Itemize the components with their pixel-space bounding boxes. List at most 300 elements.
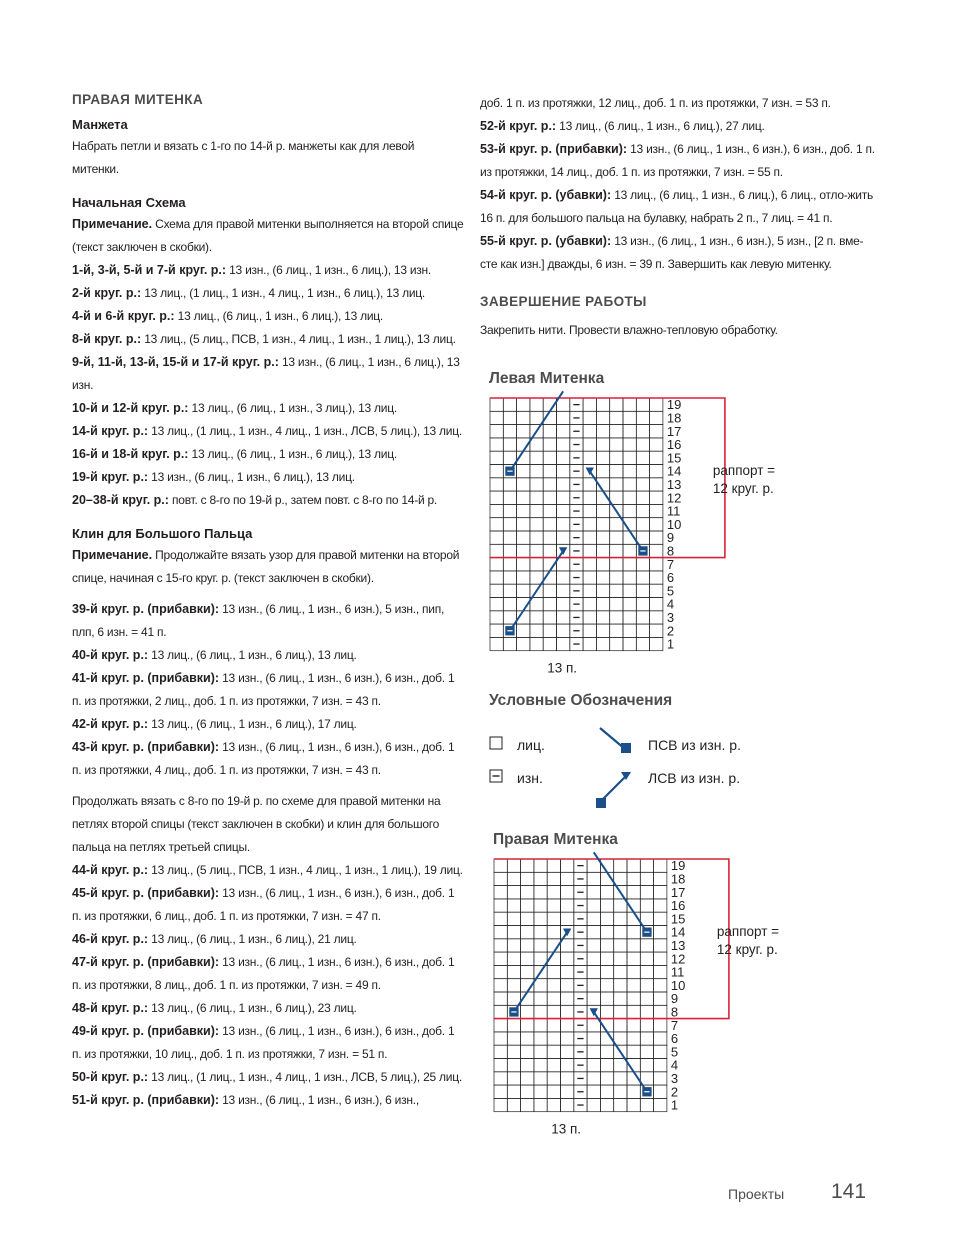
start-row: 16-й и 18-й круг. р.: 13 лиц., (6 лиц., 1 изн., 6 лиц.), 13 лиц. <box>72 447 397 461</box>
chart-cell <box>561 1019 574 1032</box>
chart-cell <box>543 478 556 491</box>
chart-cell <box>494 1085 507 1098</box>
chart-cell <box>623 504 636 517</box>
row-label: 18 <box>666 410 682 426</box>
chart-cell <box>654 992 667 1005</box>
chart-cell <box>614 952 627 965</box>
chart-cell <box>600 965 613 978</box>
finish-title: ЗАВЕРШЕНИЕ РАБОТЫ <box>480 294 647 309</box>
gusset-row: 48-й круг. р.: 13 лиц., (6 лиц., 1 изн., 6 лиц.), 23 лиц. <box>72 1001 357 1015</box>
start-row: 2-й круг. р.: 13 лиц., (1 лиц., 1 изн., 4 лиц., 1 изн., 6 лиц.), 13 лиц. <box>72 286 426 300</box>
chart-cell <box>557 465 570 478</box>
chart-title-right: Правая Митенка <box>493 831 618 848</box>
chart-cell <box>583 438 596 451</box>
chart-cell <box>636 425 649 438</box>
chart-cell <box>600 992 613 1005</box>
chart-cell <box>654 1019 667 1032</box>
chart-cell <box>534 1098 547 1111</box>
chart-cell <box>623 491 636 504</box>
chart-cell <box>614 1098 627 1111</box>
chart-cell <box>650 598 663 611</box>
gusset-rows-b <box>72 859 464 1112</box>
chart-cell <box>583 571 596 584</box>
chart-cell <box>490 531 503 544</box>
chart-cell <box>557 571 570 584</box>
chart-cell <box>610 411 623 424</box>
chart-cell <box>600 1059 613 1072</box>
chart-cell <box>490 491 503 504</box>
chart-cell <box>490 598 503 611</box>
chart-cell <box>521 1072 534 1085</box>
chart-cell <box>640 1045 653 1058</box>
chart-cell <box>587 1045 600 1058</box>
chart-cell <box>543 584 556 597</box>
chart-cell <box>490 465 503 478</box>
gusset-rows-a <box>72 598 464 782</box>
chart-cell <box>627 1085 640 1098</box>
chart-cell <box>543 598 556 611</box>
chart-cell <box>623 637 636 650</box>
chart-cell <box>650 544 663 557</box>
chart-cell <box>534 926 547 939</box>
chart-cell <box>547 1059 560 1072</box>
chart-left-mitten <box>486 392 776 682</box>
chart-cell <box>490 398 503 411</box>
chart-cell <box>587 1072 600 1085</box>
chart-cell <box>654 899 667 912</box>
row-label: 5 <box>666 583 675 599</box>
chart-cell <box>543 544 556 557</box>
chart-cell <box>610 611 623 624</box>
chart-cell <box>623 624 636 637</box>
chart-cell <box>627 965 640 978</box>
chart-cell <box>583 411 596 424</box>
chart-cell <box>557 531 570 544</box>
row-label: 9 <box>670 991 679 1007</box>
chart-cell <box>623 571 636 584</box>
chart-cell <box>494 1072 507 1085</box>
row-label: 19 <box>670 858 686 874</box>
chart-cell <box>561 1045 574 1058</box>
chart-cell <box>521 899 534 912</box>
chart-cell <box>610 571 623 584</box>
chart-cell <box>543 491 556 504</box>
chart-cell <box>636 598 649 611</box>
row-label: 16 <box>670 898 686 914</box>
row-label: 14 <box>670 924 686 940</box>
cable-line <box>594 1012 647 1092</box>
chart-cell <box>614 1072 627 1085</box>
chart-cell <box>503 571 516 584</box>
chart-cell <box>517 571 530 584</box>
chart-cell <box>654 926 667 939</box>
chart-cell <box>610 637 623 650</box>
chart-cell <box>596 411 609 424</box>
chart-cell <box>494 1005 507 1018</box>
chart-cell <box>543 637 556 650</box>
chart-cell <box>507 872 520 885</box>
chart-cell <box>534 1085 547 1098</box>
chart-cell <box>547 992 560 1005</box>
chart-cell <box>494 1059 507 1072</box>
chart-cell <box>614 965 627 978</box>
chart-cell <box>627 872 640 885</box>
chart-cell <box>610 558 623 571</box>
chart-cell <box>610 398 623 411</box>
chart-cell <box>636 411 649 424</box>
chart-cell <box>561 899 574 912</box>
chart-cell <box>654 886 667 899</box>
cable-line <box>514 932 567 1012</box>
chart-cell <box>521 859 534 872</box>
chart-cell <box>490 558 503 571</box>
chart-cell <box>650 425 663 438</box>
chart-cell <box>494 1098 507 1111</box>
chart-cell <box>521 1019 534 1032</box>
chart-cell <box>654 859 667 872</box>
chart-cell <box>557 491 570 504</box>
chart-cell <box>494 886 507 899</box>
chart-cell <box>530 611 543 624</box>
start-note: Примечание. Схема для правой митенки выполняется на второй спице (текст заключен в скобки). <box>72 217 464 254</box>
chart-cell <box>561 872 574 885</box>
finish-text: Закрепить нити. Провести влажно-тепловую обработку. <box>480 323 778 337</box>
chart-cell <box>557 411 570 424</box>
chart-cell <box>517 558 530 571</box>
chart-cell <box>627 859 640 872</box>
right-rows <box>480 115 880 276</box>
chart-cell <box>547 1032 560 1045</box>
start-row: 9-й, 11-й, 13-й, 15-й и 17-й круг. р.: 13 изн., (6 лиц., 1 изн., 6 лиц.), 13 изн. <box>72 355 460 392</box>
chart-cell <box>654 952 667 965</box>
chart-cell <box>517 518 530 531</box>
chart-cell <box>507 912 520 925</box>
chart-cell <box>640 965 653 978</box>
row-label: 14 <box>666 463 682 479</box>
chart-cell <box>561 952 574 965</box>
chart-cell <box>521 1098 534 1111</box>
chart-cell <box>561 1005 574 1018</box>
chart-cell <box>494 979 507 992</box>
chart-cell <box>521 1059 534 1072</box>
chart-cell <box>490 571 503 584</box>
chart-cell <box>650 398 663 411</box>
cable-line <box>510 391 563 471</box>
chart-cell <box>596 558 609 571</box>
chart-cell <box>507 1019 520 1032</box>
chart-cell <box>534 1005 547 1018</box>
chart-cell <box>587 939 600 952</box>
chart-cell <box>507 859 520 872</box>
chart-cell <box>517 531 530 544</box>
chart-cell <box>543 624 556 637</box>
lsv-square-icon <box>596 798 606 808</box>
chart-cell <box>557 598 570 611</box>
chart-cell <box>557 504 570 517</box>
chart-cell <box>623 438 636 451</box>
chart-cell <box>583 491 596 504</box>
chart-cell <box>627 1032 640 1045</box>
chart-cell <box>521 952 534 965</box>
chart-cell <box>614 912 627 925</box>
chart-cell <box>614 1085 627 1098</box>
chart-cell <box>614 926 627 939</box>
chart-cell <box>614 979 627 992</box>
chart-cell <box>503 598 516 611</box>
chart-cell <box>623 465 636 478</box>
chart-cell <box>494 859 507 872</box>
chart-cell <box>600 939 613 952</box>
chart-cell <box>517 544 530 557</box>
chart-cell <box>517 398 530 411</box>
chart-cell <box>507 952 520 965</box>
start-row: 1-й, 3-й, 5-й и 7-й круг. р.: 13 изн., (6 лиц., 1 изн., 6 лиц.), 13 изн. <box>72 263 432 277</box>
row-label: 13 <box>666 476 682 492</box>
chart-cell <box>507 1032 520 1045</box>
chart-cell <box>534 1059 547 1072</box>
footer-section-label: Проекты <box>728 1186 785 1202</box>
chart-cell <box>490 438 503 451</box>
chart-cell <box>654 1085 667 1098</box>
chart-cell <box>636 451 649 464</box>
chart-cell <box>503 584 516 597</box>
chart-cell <box>587 1098 600 1111</box>
chart-cell <box>543 611 556 624</box>
page-number: 141 <box>831 1180 867 1203</box>
right-row: 52-й круг. р.: 13 лиц., (6 лиц., 1 изн., 6 лиц.), 27 лиц. <box>480 119 765 133</box>
chart-cell <box>534 1072 547 1085</box>
chart-cell <box>503 637 516 650</box>
chart-cell <box>650 571 663 584</box>
chart-cell <box>557 611 570 624</box>
chart-cell <box>636 465 649 478</box>
chart-cell <box>503 518 516 531</box>
chart-cell <box>530 637 543 650</box>
chart-cell <box>640 1032 653 1045</box>
chart-cell <box>561 1032 574 1045</box>
chart-cell <box>596 611 609 624</box>
row-label: 3 <box>670 1070 679 1086</box>
right-column <box>480 92 880 342</box>
chart-cell <box>490 584 503 597</box>
start-row: 8-й круг. р.: 13 лиц., (5 лиц., ПСВ, 1 изн., 4 лиц., 1 изн., 1 лиц.), 13 лиц. <box>72 332 456 346</box>
chart-cell <box>654 979 667 992</box>
chart-cell <box>636 584 649 597</box>
chart-cell <box>640 979 653 992</box>
chart-cell <box>650 438 663 451</box>
chart-cell <box>534 1032 547 1045</box>
chart-cell <box>614 992 627 1005</box>
row-label: 8 <box>670 1004 679 1020</box>
cable-line <box>594 852 647 932</box>
width-label: 13 п. <box>547 660 578 676</box>
chart-cell <box>587 952 600 965</box>
chart-cell <box>561 886 574 899</box>
chart-cell <box>596 398 609 411</box>
chart-cell <box>494 965 507 978</box>
chart-cell <box>503 544 516 557</box>
row-label: 5 <box>670 1044 679 1060</box>
chart-cell <box>650 491 663 504</box>
section-title: ПРАВАЯ МИТЕНКА <box>72 92 204 107</box>
chart-cell <box>596 531 609 544</box>
chart-cell <box>650 624 663 637</box>
chart-cell <box>614 1005 627 1018</box>
chart-cell <box>521 912 534 925</box>
chart-cell <box>547 886 560 899</box>
chart-cell <box>521 926 534 939</box>
row-label: 11 <box>670 964 685 980</box>
chart-cell <box>547 965 560 978</box>
chart-cell <box>614 859 627 872</box>
chart-cell <box>587 872 600 885</box>
gusset-row: 40-й круг. р.: 13 лиц., (6 лиц., 1 изн., 6 лиц.), 13 лиц. <box>72 648 357 662</box>
chart-cell <box>517 478 530 491</box>
chart-cell <box>623 544 636 557</box>
chart-cell <box>583 451 596 464</box>
gusset-row: 44-й круг. р.: 13 лиц., (5 лиц., ПСВ, 1 изн., 4 лиц., 1 изн., 1 лиц.), 19 лиц. <box>72 863 463 877</box>
chart-cell <box>596 518 609 531</box>
chart-cell <box>600 952 613 965</box>
chart-cell <box>534 859 547 872</box>
chart-cell <box>627 979 640 992</box>
chart-cell <box>650 558 663 571</box>
chart-cell <box>561 1059 574 1072</box>
chart-title-left: Левая Митенка <box>489 370 605 387</box>
chart-cell <box>600 1085 613 1098</box>
chart-cell <box>517 624 530 637</box>
chart-cell <box>587 899 600 912</box>
chart-cell <box>640 992 653 1005</box>
start-row: 10-й и 12-й круг. р.: 13 лиц., (6 лиц., 1 изн., 3 лиц.), 13 лиц. <box>72 401 397 415</box>
chart-cell <box>494 899 507 912</box>
chart-cell <box>507 965 520 978</box>
chart-cell <box>557 478 570 491</box>
chart-cell <box>494 912 507 925</box>
chart-cell <box>596 637 609 650</box>
gusset-row: 42-й круг. р.: 13 лиц., (6 лиц., 1 изн., 6 лиц.), 17 лиц. <box>72 717 357 731</box>
chart-cell <box>610 531 623 544</box>
chart-cell <box>596 451 609 464</box>
chart-cell <box>530 558 543 571</box>
chart-cell <box>627 952 640 965</box>
row-label: 15 <box>670 911 686 927</box>
chart-cell <box>583 398 596 411</box>
row-label: 10 <box>666 516 682 532</box>
chart-cell <box>587 1032 600 1045</box>
chart-cell <box>636 504 649 517</box>
chart-cell <box>583 425 596 438</box>
chart-cell <box>517 411 530 424</box>
chart-cell <box>547 859 560 872</box>
gusset-row: 50-й круг. р.: 13 лиц., (1 лиц., 1 изн., 4 лиц., 1 изн., ЛСВ, 5 лиц.), 25 лиц. <box>72 1070 462 1084</box>
chart-cell <box>640 1059 653 1072</box>
chart-cell <box>650 478 663 491</box>
chart-cell <box>596 438 609 451</box>
row-label: 12 <box>666 490 682 506</box>
repeat-label-2: 12 круг. р. <box>716 942 778 958</box>
chart-cell <box>530 465 543 478</box>
chart-cell <box>561 1098 574 1111</box>
chart-cell <box>547 1085 560 1098</box>
chart-cell <box>534 992 547 1005</box>
chart-cell <box>614 1019 627 1032</box>
gusset-row: 45-й круг. р. (прибавки): 13 изн., (6 лиц., 1 изн., 6 изн.), 6 изн., доб. 1 п. из протяжки, 6 лиц., доб. 1 п. из протяжки, 7 изн. = 47 п. <box>72 886 455 923</box>
right-row: 53-й круг. р. (прибавки): 13 изн., (6 лиц., 1 изн., 6 изн.), 6 изн., доб. 1 п. из протяжки, 14 лиц., доб. 1 п. из протяжки, 7 изн. = 55 п. <box>480 142 875 179</box>
chart-cell <box>636 438 649 451</box>
chart-cell <box>610 425 623 438</box>
row-label: 1 <box>670 1097 679 1113</box>
chart-cell <box>490 504 503 517</box>
chart-cell <box>627 1098 640 1111</box>
chart-cell <box>636 398 649 411</box>
chart-cell <box>557 584 570 597</box>
repeat-label-2: 12 круг. р. <box>712 481 774 497</box>
gusset-title: Клин для Большого Пальца <box>72 526 253 541</box>
chart-cell <box>640 1098 653 1111</box>
chart-cell <box>517 504 530 517</box>
chart-cell <box>494 939 507 952</box>
repeat-label-1: раппорт = <box>712 463 776 479</box>
chart-cell <box>534 912 547 925</box>
width-label: 13 п. <box>551 1121 582 1137</box>
chart-cell <box>557 637 570 650</box>
chart-cell <box>517 491 530 504</box>
chart-cell <box>530 451 543 464</box>
chart-cell <box>583 531 596 544</box>
chart-cell <box>503 558 516 571</box>
start-row: 14-й круг. р.: 13 лиц., (1 лиц., 1 изн., 4 лиц., 1 изн., ЛСВ, 5 лиц.), 13 лиц. <box>72 424 462 438</box>
chart-cell <box>530 491 543 504</box>
chart-cell <box>600 1045 613 1058</box>
chart-cell <box>583 518 596 531</box>
chart-cell <box>507 899 520 912</box>
chart-cell <box>596 425 609 438</box>
chart-cell <box>517 584 530 597</box>
row-label: 6 <box>670 1031 679 1047</box>
chart-cell <box>507 926 520 939</box>
chart-cell <box>543 531 556 544</box>
chart-cell <box>557 451 570 464</box>
chart-cell <box>583 598 596 611</box>
chart-cell <box>654 1098 667 1111</box>
chart-cell <box>547 1072 560 1085</box>
chart-cell <box>600 1072 613 1085</box>
chart-cell <box>640 872 653 885</box>
chart-cell <box>600 1005 613 1018</box>
chart-cell <box>627 926 640 939</box>
gusset-row: 47-й круг. р. (прибавки): 13 изн., (6 лиц., 1 изн., 6 изн.), 6 изн., доб. 1 п. из протяжки, 8 лиц., доб. 1 п. из протяжки, 7 изн. = 49 п. <box>72 955 455 992</box>
chart-cell <box>534 899 547 912</box>
chart-cell <box>547 979 560 992</box>
chart-cell <box>610 624 623 637</box>
chart-cell <box>503 438 516 451</box>
chart-cell <box>623 611 636 624</box>
chart-right-mitten <box>490 853 780 1143</box>
chart-cell <box>650 411 663 424</box>
chart-cell <box>596 624 609 637</box>
row-label: 12 <box>670 951 686 967</box>
chart-cell <box>610 544 623 557</box>
legend-title: Условные Обозначения <box>489 692 673 709</box>
chart-cell <box>623 398 636 411</box>
chart-cell <box>561 1072 574 1085</box>
chart-cell <box>547 926 560 939</box>
start-row: 19-й круг. р.: 13 изн., (6 лиц., 1 изн., 6 лиц.), 13 лиц. <box>72 470 355 484</box>
gusset-note: Примечание. Продолжайте вязать узор для правой митенки на второй спице, начиная с 15-го круг. р. (текст заключен в скобки). <box>72 548 460 585</box>
row-label: 13 <box>670 937 686 953</box>
chart-cell <box>530 624 543 637</box>
